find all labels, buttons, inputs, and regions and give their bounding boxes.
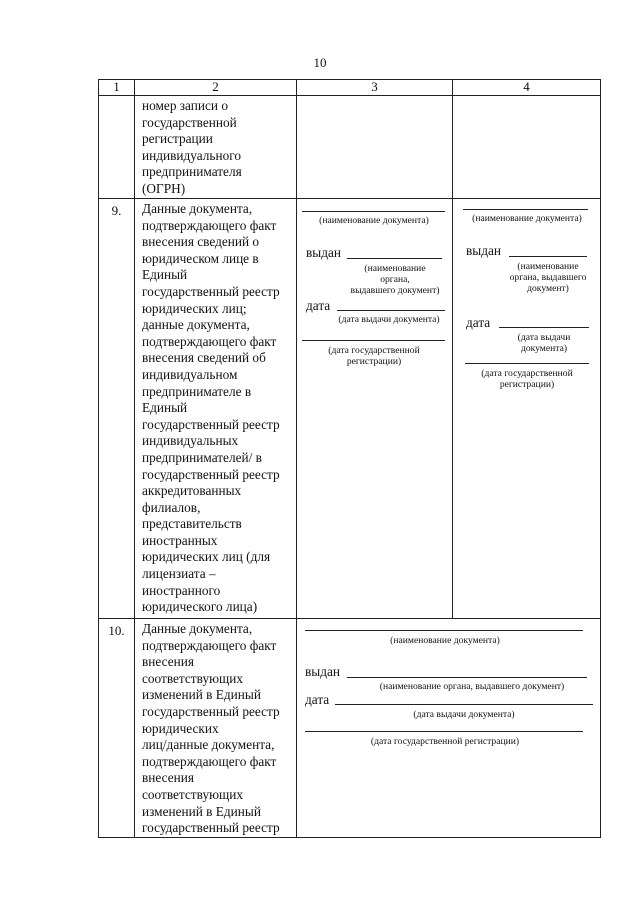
text-line: филиалов,: [142, 499, 201, 515]
doc-name-caption: (наименование документа): [319, 215, 429, 226]
text-line: соответствующих: [142, 670, 244, 686]
text-line: индивидуальном: [142, 366, 238, 382]
text-line: предпринимателей/ в: [142, 449, 262, 465]
reg-date-field[interactable]: [302, 340, 445, 341]
text-line: внесения: [142, 654, 194, 670]
table-row-9: [99, 199, 601, 619]
header-col-1: 1: [99, 80, 135, 96]
issued-label: выдан: [305, 664, 340, 679]
doc-name-caption: (наименование документа): [472, 213, 582, 224]
caption-line: (наименование: [364, 263, 426, 274]
text-line: Данные документа,: [142, 621, 253, 636]
text-line: внесения сведений о: [142, 234, 260, 250]
caption-line: регистрации): [346, 356, 402, 367]
reg-date-field[interactable]: [465, 363, 589, 364]
issue-date-caption: (дата выдачи документа): [413, 709, 515, 720]
reg-date-caption: [301, 345, 447, 367]
caption-line: органа,: [380, 274, 410, 285]
text-line: аккредитованных: [142, 483, 242, 499]
reg-date-caption: (дата государственной регистрации): [370, 736, 520, 747]
text-line: государственной: [142, 114, 237, 130]
text-line: внесения: [142, 770, 194, 786]
row-number: 9.: [99, 199, 135, 619]
issuer-caption: [343, 263, 447, 296]
issued-label: выдан: [466, 243, 501, 258]
text-line: (ОГРН): [142, 180, 186, 196]
reg-date-field[interactable]: [305, 731, 583, 732]
text-line: регистрации: [142, 131, 213, 147]
text-line: индивидуального: [142, 147, 241, 163]
caption-line: выдавшего документ): [350, 285, 440, 296]
issue-date-caption: (дата выдачи документа): [338, 314, 440, 325]
table-row-10: [99, 619, 601, 838]
issuer-caption: [499, 261, 597, 294]
issuer-field[interactable]: [347, 258, 442, 259]
caption-line: (дата государственной: [481, 368, 573, 379]
doc-name-field[interactable]: [463, 209, 588, 210]
page-number: 10: [313, 55, 327, 70]
caption-line: документа): [520, 343, 568, 354]
text-line: данные документа,: [142, 317, 250, 333]
text-line: Единый: [142, 400, 188, 416]
text-line: изменений в Единый: [142, 687, 261, 703]
text-line: иностранного: [142, 582, 221, 598]
doc-name-caption: (наименование документа): [390, 635, 500, 646]
issue-date-field[interactable]: [335, 704, 593, 705]
fill-cell-col4: [453, 96, 601, 199]
date-label: дата: [306, 298, 331, 313]
caption-line: органа, выдавшего: [509, 272, 587, 283]
caption-line: документ): [527, 283, 569, 294]
text-line: лицензиата –: [142, 566, 216, 582]
table-header-row: [99, 80, 601, 96]
text-line: соответствующих: [142, 786, 244, 802]
text-line: подтверждающего факт: [142, 637, 277, 653]
row-description: [135, 96, 297, 199]
text-line: Данные документа,: [142, 201, 253, 216]
text-line: юридических лиц (для: [142, 549, 271, 565]
text-line: государственный реестр: [142, 416, 280, 432]
text-line: иностранных: [142, 532, 218, 548]
text-line: юридических: [142, 720, 219, 736]
issuer-field[interactable]: [509, 256, 587, 257]
text-line: подтверждающего факт: [142, 217, 277, 233]
header-col-2: 2: [135, 80, 297, 96]
reg-date-caption: [457, 368, 597, 390]
issue-date-field[interactable]: [337, 310, 445, 311]
issued-label: выдан: [306, 245, 341, 260]
text-line: юридическом лице в: [142, 250, 259, 266]
row9-col4-fields: [453, 199, 601, 619]
header-col-4: 4: [453, 80, 601, 96]
text-line: предпринимателя: [142, 164, 242, 180]
row-description: [135, 619, 297, 838]
fill-cell-col3: [297, 96, 453, 199]
text-line: внесения сведений об: [142, 350, 266, 366]
row-number: 10.: [99, 619, 135, 838]
doc-name-field[interactable]: [305, 630, 583, 631]
date-label: дата: [305, 692, 330, 707]
row-description: [135, 199, 297, 619]
text-line: номер записи о: [142, 98, 229, 113]
text-line: представительств: [142, 516, 242, 532]
text-line: государственный реестр: [142, 466, 280, 482]
doc-name-field[interactable]: [302, 211, 445, 212]
caption-line: (наименование: [517, 261, 579, 272]
text-line: юридических лиц;: [142, 300, 247, 316]
text-line: предпринимателе в: [142, 383, 252, 399]
caption-line: (дата государственной: [328, 345, 420, 356]
issue-date-caption: [499, 332, 589, 354]
text-line: изменений в Единый: [142, 803, 261, 819]
text-line: юридического лица): [142, 599, 258, 615]
text-line: лиц/данные документа,: [142, 737, 275, 753]
row-number-cell: [99, 96, 135, 199]
issue-date-field[interactable]: [499, 327, 589, 328]
date-label: дата: [466, 315, 491, 330]
text-line: подтверждающего факт: [142, 333, 277, 349]
issuer-caption: (наименование органа, выдавшего документ): [379, 681, 565, 692]
row9-col3-fields: [297, 199, 453, 619]
text-line: подтверждающего факт: [142, 753, 277, 769]
row10-merged-fields: [297, 619, 601, 838]
caption-line: (дата выдачи: [517, 332, 571, 343]
text-line: Единый: [142, 267, 188, 283]
text-line: индивидуальных: [142, 433, 239, 449]
header-col-3: 3: [297, 80, 453, 96]
text-line: государственный реестр: [142, 283, 280, 299]
text-line: государственный реестр: [142, 820, 280, 836]
text-line: государственный реестр: [142, 703, 280, 719]
issuer-field[interactable]: [347, 677, 587, 678]
license-form-table: [98, 79, 601, 838]
caption-line: регистрации): [499, 379, 555, 390]
table-row-continued: [99, 96, 601, 199]
